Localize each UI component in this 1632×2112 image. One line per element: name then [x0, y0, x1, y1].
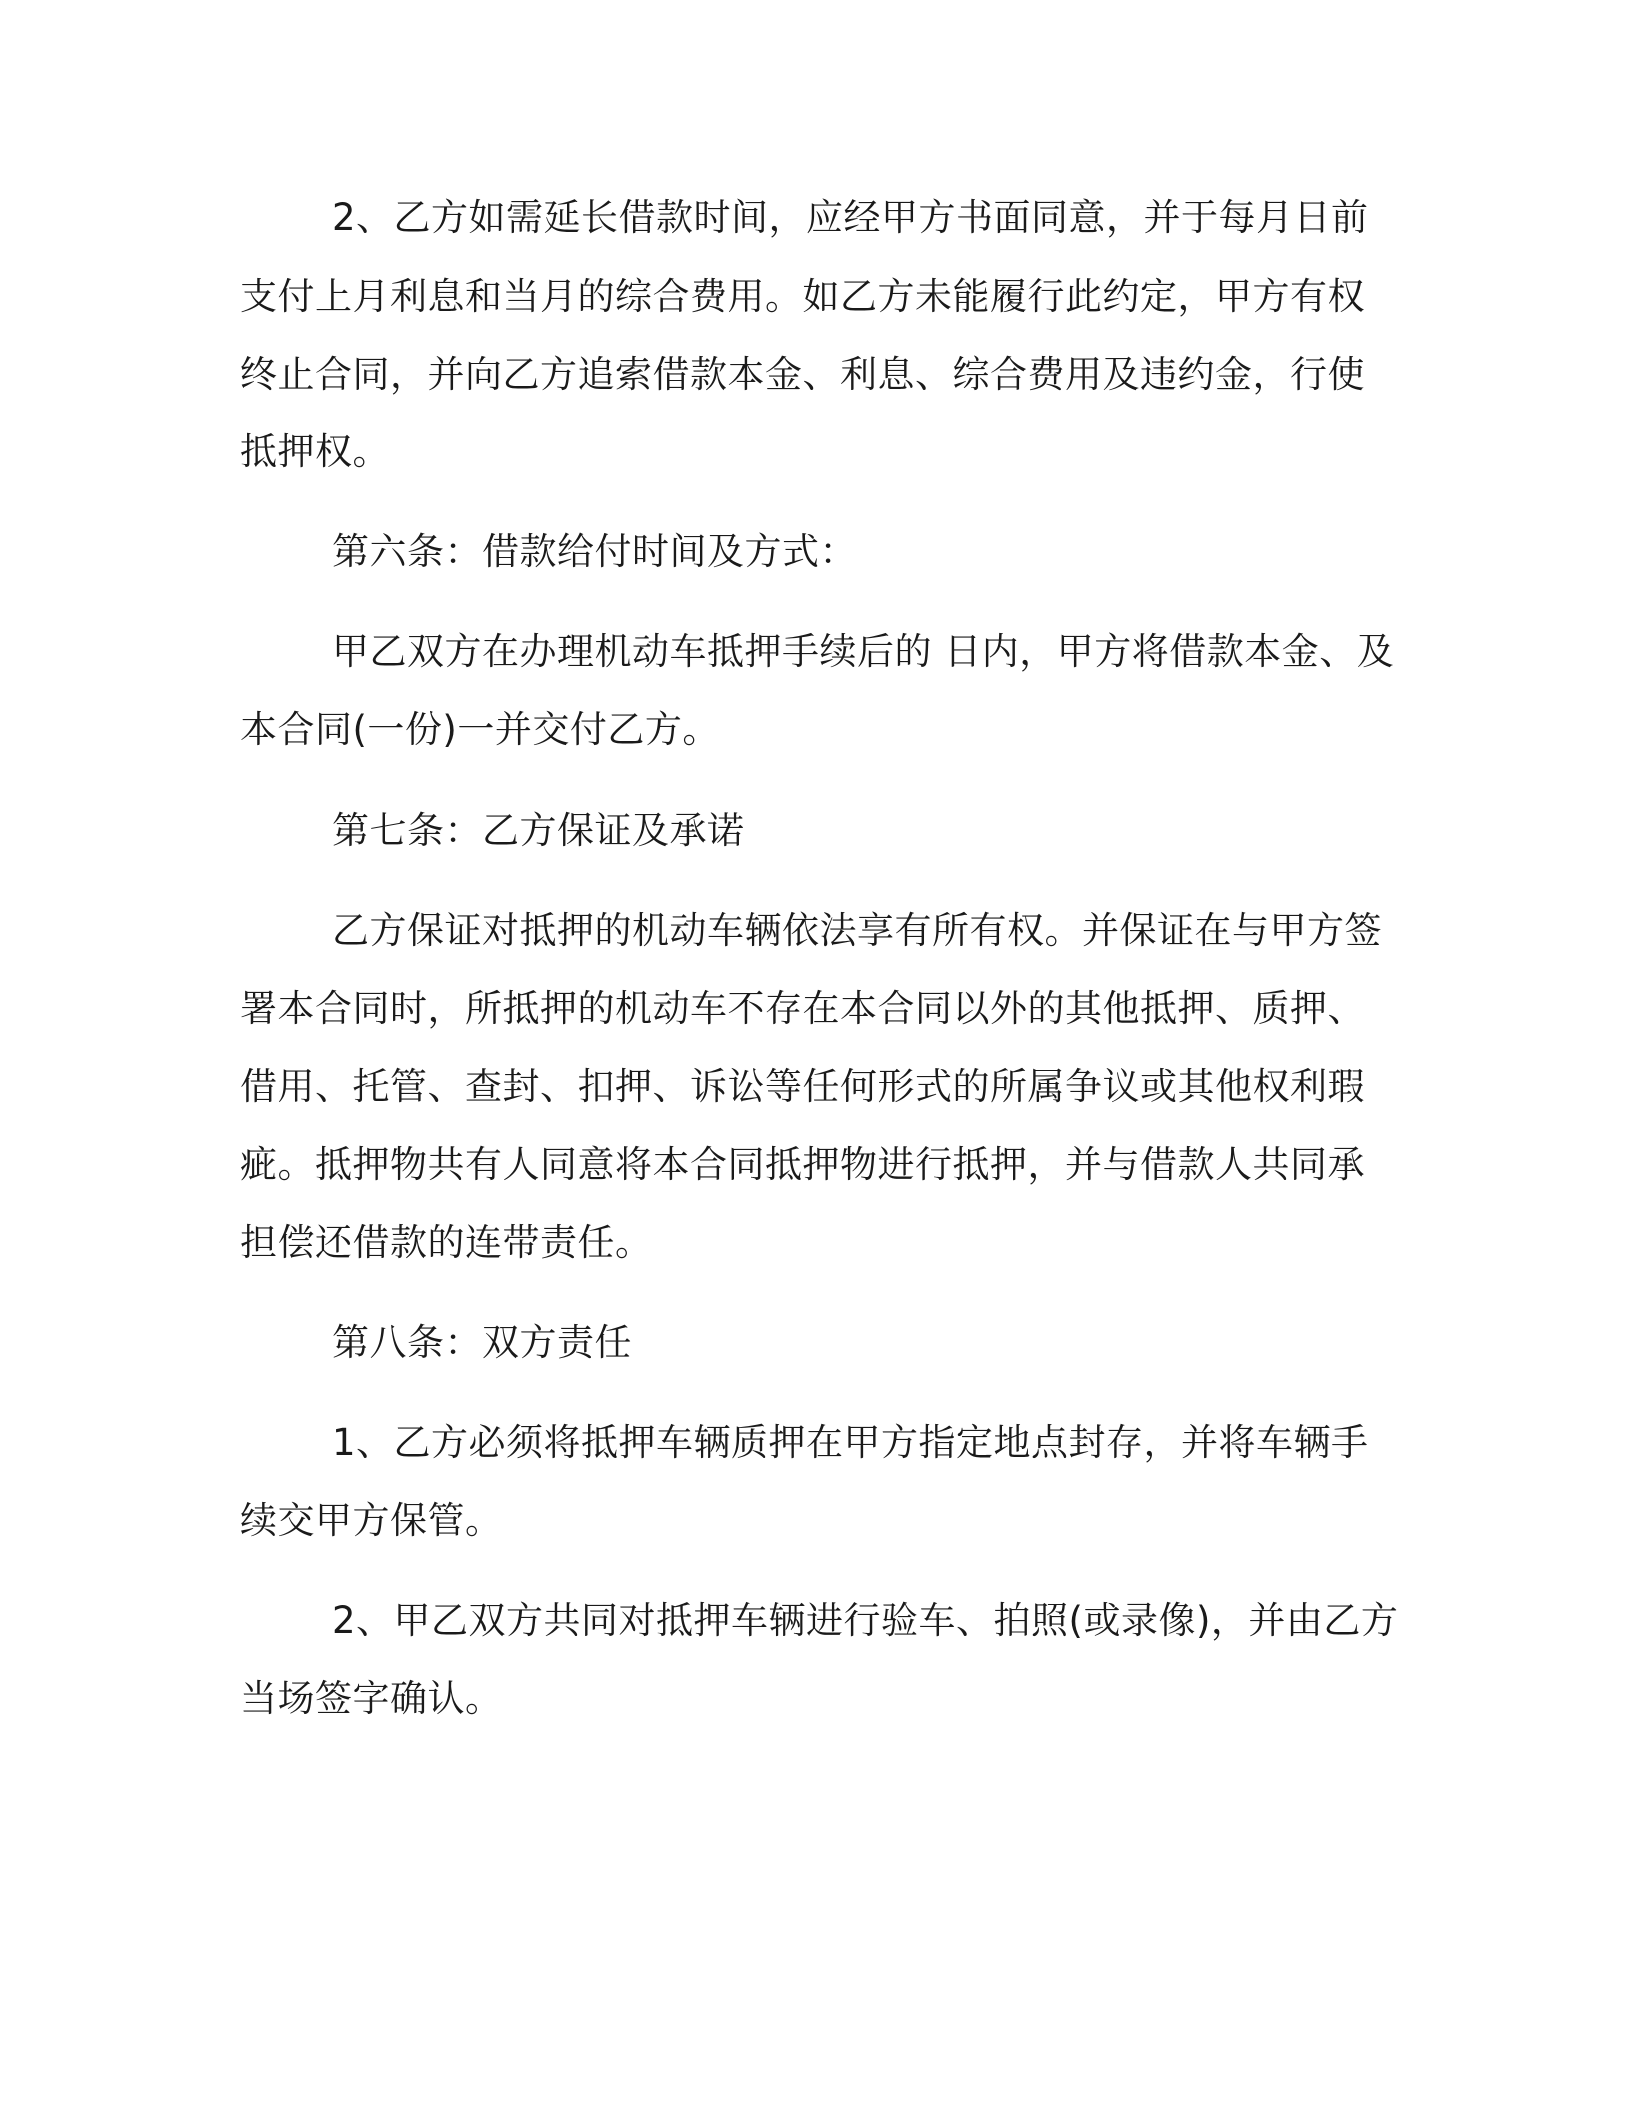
paragraph-line: 2、甲乙双方共同对抵押车辆进行验车、拍照(或录像)，并由乙方 [332, 1599, 1399, 1642]
paragraph-line: 终止合同，并向乙方追索借款本金、利息、综合费用及违约金，行使 [240, 353, 1365, 396]
paragraph-line: 当场签字确认。 [240, 1677, 503, 1720]
paragraph-line: 借用、托管、查封、扣押、诉讼等任何形式的所属争议或其他权利瑕 [240, 1065, 1365, 1108]
paragraph-line: 署本合同时，所抵押的机动车不存在本合同以外的其他抵押、质押、 [240, 987, 1365, 1030]
paragraph-line: 乙方保证对抵押的机动车辆依法享有所有权。并保证在与甲方签 [332, 909, 1382, 952]
paragraph-line: 1、乙方必须将抵押车辆质押在甲方指定地点封存，并将车辆手 [332, 1421, 1369, 1464]
article-6-heading: 第六条：借款给付时间及方式： [332, 530, 857, 573]
article-7-heading: 第七条：乙方保证及承诺 [332, 809, 745, 852]
paragraph-line: 本合同(一份)一并交付乙方。 [240, 708, 720, 751]
article-8-heading: 第八条：双方责任 [332, 1321, 632, 1364]
paragraph-line: 疵。抵押物共有人同意将本合同抵押物进行抵押，并与借款人共同承 [240, 1143, 1365, 1186]
paragraph-line: 甲乙双方在办理机动车抵押手续后的 日内，甲方将借款本金、及 [332, 630, 1395, 673]
paragraph-line: 支付上月利息和当月的综合费用。如乙方未能履行此约定，甲方有权 [240, 275, 1365, 318]
paragraph-line: 担偿还借款的连带责任。 [240, 1221, 653, 1264]
paragraph-line: 2、乙方如需延长借款时间，应经甲方书面同意，并于每月日前 [332, 196, 1369, 239]
paragraph-line: 抵押权。 [240, 430, 390, 473]
paragraph-line: 续交甲方保管。 [240, 1499, 503, 1542]
